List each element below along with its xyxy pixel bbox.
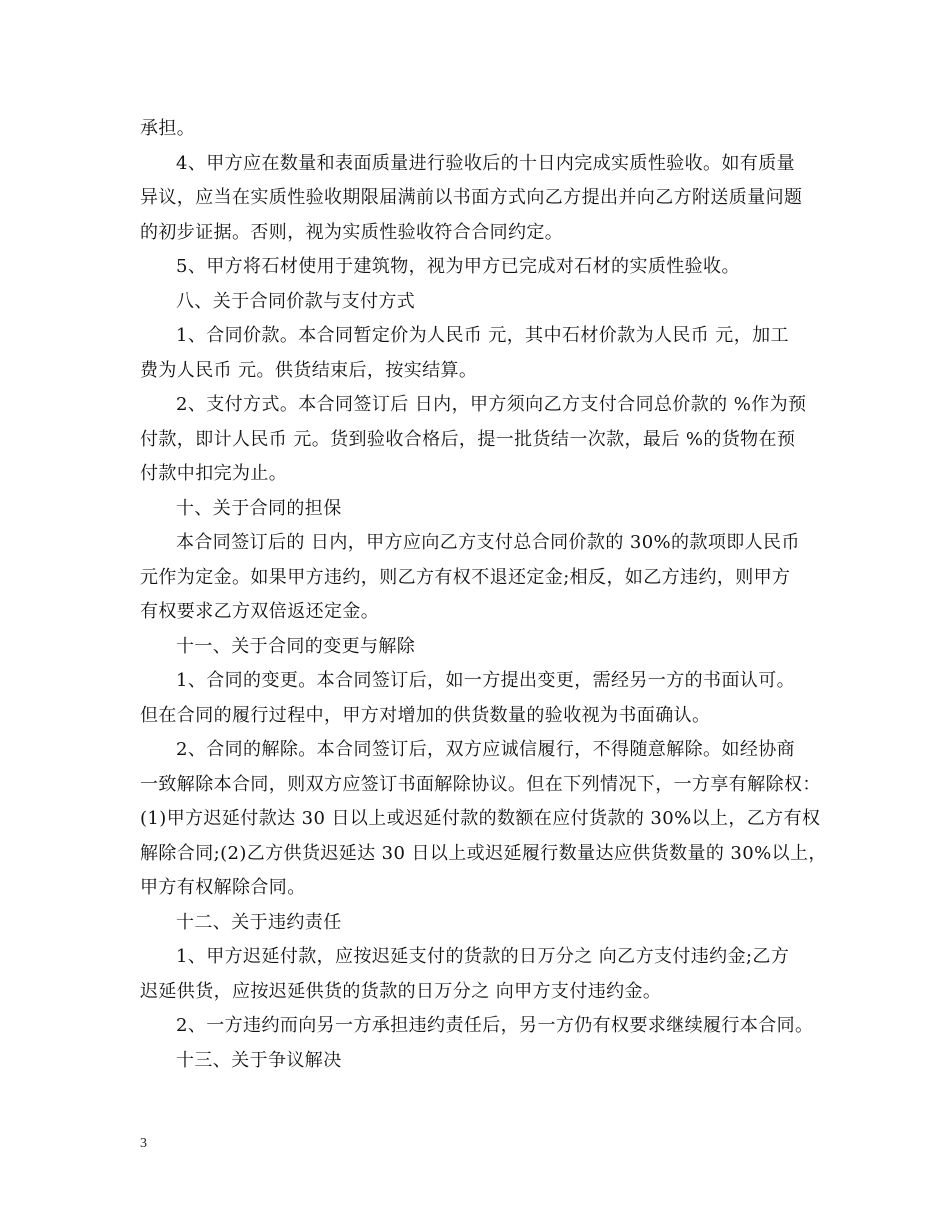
section-heading: 十三、关于争议解决 [176,1049,342,1071]
text-line: 1、合同价款。本合同暂定价为人民币 元，其中石材价款为人民币 元，加工 [176,325,789,346]
text-line: 费为人民币 元。供货结束后，按实结算。 [140,359,478,381]
text-line: 2、一方违约而向另一方承担违约责任后，另一方仍有权要求继续履行本合同。 [176,1015,814,1036]
text-line: 本合同签订后的 日内，甲方应向乙方支付总合同价款的 30%的款项即人民币 [176,532,800,553]
text-line: 一致解除本合同，则双方应签订书面解除协议。但在下列情况下，一方享有解除权： [140,773,821,795]
text-line: 迟延供货，应按迟延供货的货款的日万分之 向甲方支付违约金。 [140,980,662,1002]
text-line: (1)甲方迟延付款达 30 日以上或迟延付款的数额在应付货款的 30%以上，乙方有权 [140,808,821,829]
text-line: 有权要求乙方双倍返还定金。 [140,601,380,622]
section-heading: 十二、关于违约责任 [176,911,342,933]
text-line: 付款，即计人民币 元。货到验收合格后，提一批货结一次款，最后 %的货物在预 [140,428,796,450]
text-line: 元作为定金。如果甲方违约，则乙方有权不退还定金;相反，如乙方违约，则甲方 [140,566,791,588]
text-line: 解除合同;(2)乙方供货迟延达 30 日以上或迟延履行数量达应供货数量的 30%以上， [140,842,827,864]
text-line: 但在合同的履行过程中，甲方对增加的供货数量的验收视为书面确认。 [140,704,711,726]
text-line: 1、合同的变更。本合同签订后，如一方提出变更，需经另一方的书面认可。 [176,670,796,691]
text-line: 5、甲方将石材使用于建筑物，视为甲方已完成对石材的实质性验收。 [176,256,740,277]
section-heading: 十、关于合同的担保 [176,497,342,519]
text-line: 2、支付方式。本合同签订后 日内，甲方须向乙方支付合同总价款的 %作为预 [176,394,807,415]
text-line: 承担。 [140,118,196,139]
text-line: 4、甲方应在数量和表面质量进行验收后的十日内完成实质性验收。如有质量 [176,152,796,174]
text-line: 异议，应当在实质性验收期限届满前以书面方式向乙方提出并向乙方附送质量问题 [140,187,803,208]
text-line: 甲方有权解除合同。 [140,877,306,898]
text-line: 1、甲方迟延付款，应按迟延支付的货款的日万分之 向乙方支付违约金;乙方 [176,946,790,967]
document-body [140,112,827,1078]
text-line: 付款中扣完为止。 [140,463,288,484]
text-line: 2、合同的解除。本合同签订后，双方应诚信履行，不得随意解除。如经协商 [176,739,796,760]
page-number: 3 [140,1136,147,1151]
section-heading: 八、关于合同价款与支付方式 [176,290,416,312]
text-line: 的初步证据。否则，视为实质性验收符合合同约定。 [140,221,564,243]
section-heading: 十一、关于合同的变更与解除 [176,635,416,657]
